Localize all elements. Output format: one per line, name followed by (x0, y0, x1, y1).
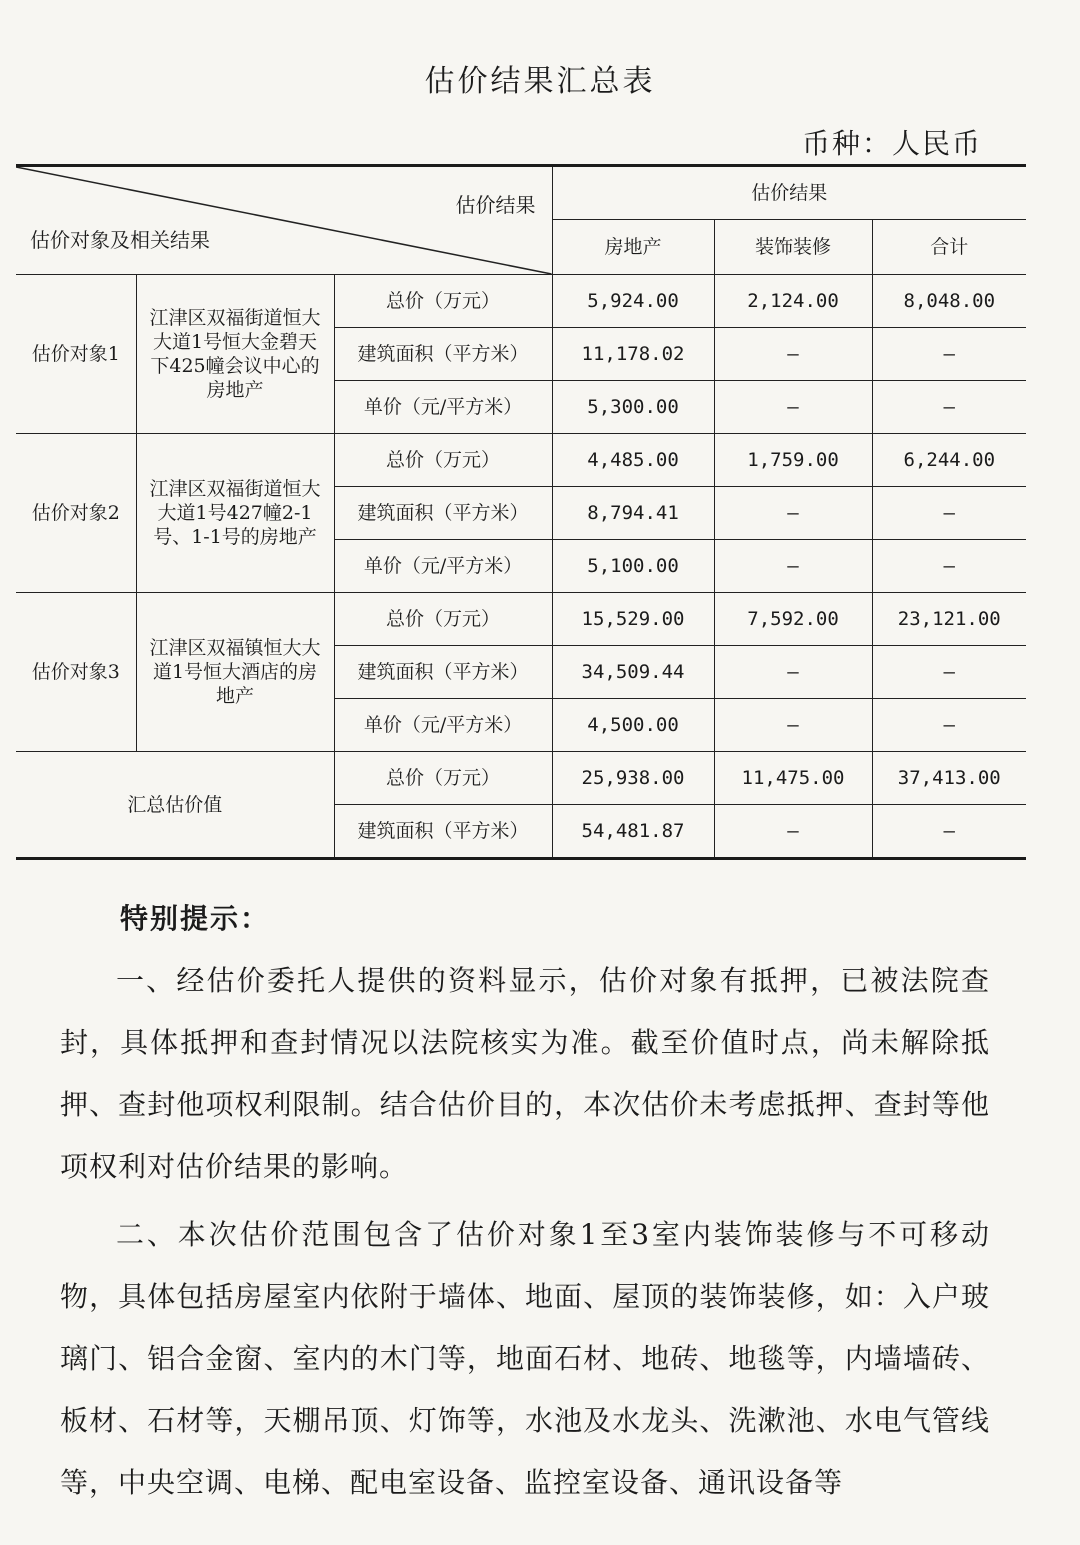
cell-real-estate: 25,938.00 (552, 752, 714, 805)
cell-decoration: — (714, 805, 872, 859)
note-paragraph-1: 一、经估价委托人提供的资料显示，估价对象有抵押，已被法院查封，具体抵押和查封情况以法院核实为准。截至价值时点，尚未解除抵押、查封他项权利限制。结合估价目的，本次估价未考虑抵押、查封等他项权利对估价结果的影响。 (60, 964, 990, 1183)
summary-label: 汇总估价值 (16, 752, 334, 859)
special-notes (60, 888, 990, 1514)
cell-real-estate: 5,300.00 (552, 381, 714, 434)
results-group-header: 估价结果 (552, 166, 1026, 220)
item-total-price: 总价（万元） (334, 593, 552, 646)
cell-total: — (872, 487, 1026, 540)
cell-total: 23,121.00 (872, 593, 1026, 646)
cell-real-estate: 54,481.87 (552, 805, 714, 859)
cell-total: — (872, 805, 1026, 859)
notes-heading: 特别提示： (120, 902, 271, 935)
table-row (16, 593, 1026, 646)
valuation-summary-table (16, 164, 1026, 860)
cell-decoration: — (714, 381, 872, 434)
item-area: 建筑面积（平方米） (334, 646, 552, 699)
cell-real-estate: 8,794.41 (552, 487, 714, 540)
page-title: 估价结果汇总表 (424, 64, 656, 99)
item-unit-price: 单价（元/平方米） (334, 540, 552, 593)
note-paragraph-2: 二、本次估价范围包含了估价对象1至3室内装饰装修与不可移动物，具体包括房屋室内依附于墙体、地面、屋顶的装饰装修，如：入户玻璃门、铝合金窗、室内的木门等，地面石材、地砖、地毯等，内墙墙砖、板材、石材等，天棚吊顶、灯饰等，水池及水龙头、洗漱池、水电气管线等，中央空调、电梯、配电室设备、监控室设备、通讯设备等 (60, 1218, 990, 1499)
object-label: 估价对象3 (16, 593, 136, 752)
table-row (16, 275, 1026, 328)
cell-decoration: 11,475.00 (714, 752, 872, 805)
cell-total: — (872, 699, 1026, 752)
item-area: 建筑面积（平方米） (334, 805, 552, 859)
item-total-price: 总价（万元） (334, 752, 552, 805)
cell-decoration: 2,124.00 (714, 275, 872, 328)
col-header-total: 合计 (872, 220, 1026, 275)
cell-real-estate: 4,500.00 (552, 699, 714, 752)
cell-decoration: — (714, 328, 872, 381)
item-area: 建筑面积（平方米） (334, 328, 552, 381)
cell-total: — (872, 646, 1026, 699)
cell-real-estate: 5,100.00 (552, 540, 714, 593)
cell-real-estate: 11,178.02 (552, 328, 714, 381)
cell-real-estate: 15,529.00 (552, 593, 714, 646)
diagonal-header-cell (16, 166, 552, 275)
cell-total: 8,048.00 (872, 275, 1026, 328)
item-area: 建筑面积（平方米） (334, 487, 552, 540)
object-label: 估价对象2 (16, 434, 136, 593)
currency-note: 币种：人民币 (801, 127, 982, 160)
cell-real-estate: 5,924.00 (552, 275, 714, 328)
col-header-decoration: 装饰装修 (714, 220, 872, 275)
object-address: 江津区双福街道恒大大道1号恒大金碧天下425幢会议中心的房地产 (136, 275, 334, 434)
object-address: 江津区双福街道恒大大道1号427幢2-1号、1-1号的房地产 (136, 434, 334, 593)
item-unit-price: 单价（元/平方米） (334, 381, 552, 434)
cell-total: 37,413.00 (872, 752, 1026, 805)
diag-header-bottom-left: 估价对象及相关结果 (30, 228, 210, 252)
col-header-real-estate: 房地产 (552, 220, 714, 275)
diag-header-top-right: 估价结果 (455, 193, 536, 217)
cell-real-estate: 4,485.00 (552, 434, 714, 487)
cell-total: — (872, 540, 1026, 593)
table-row (16, 752, 1026, 805)
cell-decoration: 7,592.00 (714, 593, 872, 646)
cell-total: — (872, 328, 1026, 381)
cell-total: 6,244.00 (872, 434, 1026, 487)
cell-decoration: — (714, 487, 872, 540)
cell-decoration: — (714, 540, 872, 593)
cell-decoration: — (714, 646, 872, 699)
cell-real-estate: 34,509.44 (552, 646, 714, 699)
item-unit-price: 单价（元/平方米） (334, 699, 552, 752)
object-label: 估价对象1 (16, 275, 136, 434)
object-address: 江津区双福镇恒大大道1号恒大酒店的房地产 (136, 593, 334, 752)
diagonal-line (16, 167, 552, 274)
cell-decoration: — (714, 699, 872, 752)
cell-decoration: 1,759.00 (714, 434, 872, 487)
cell-total: — (872, 381, 1026, 434)
item-total-price: 总价（万元） (334, 434, 552, 487)
table-row (16, 434, 1026, 487)
item-total-price: 总价（万元） (334, 275, 552, 328)
